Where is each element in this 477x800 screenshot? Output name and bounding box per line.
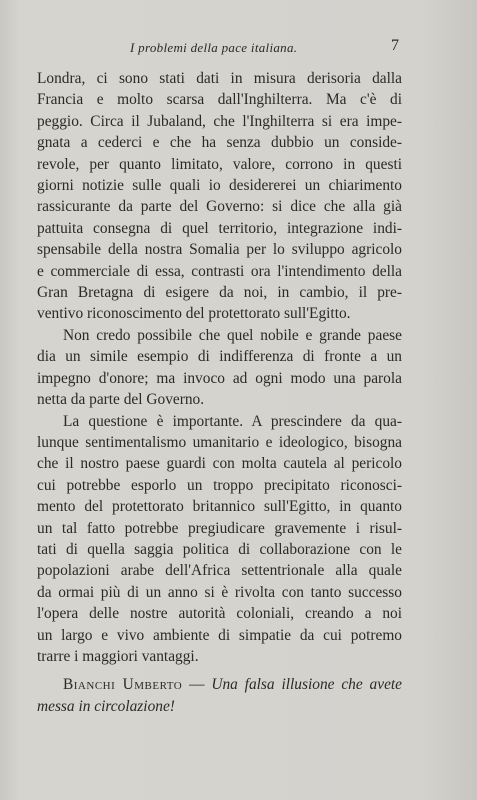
text-line: e commerciale di essa, contrasti ora l'intendimento della [37,262,402,280]
speaker-name: Bianchi Umberto [63,676,183,694]
text-line: trarre i maggiori vantaggi. [37,647,199,665]
text-line: un largo e vivo ambiente di simpatie da cui potremo [37,626,402,644]
text-line: Non credo possibile che quel nobile e grande paese [63,326,402,344]
page-header [40,37,399,62]
text-line: mento del protettorato britannico sull'Egitto, in quanto [37,498,402,516]
text-line: che il nostro paese guardi con molta cautela al pericolo [37,455,402,473]
running-title: I problemi della pace italiana. [130,40,298,55]
text-line: dia un simile esempio di indifferenza di fronte a un [37,348,402,366]
text-line: lunque sentimentalismo umanitario e ideologico, bisogna [37,433,402,451]
text-line: un tal fatto potrebbe pregiudicare gravemente i risul- [37,519,402,537]
text-line: spensabile della nostra Somalia per lo sviluppo agricolo [37,241,402,259]
text-line: revole, per quanto limitato, valore, corrono in questi [37,155,402,173]
text-line: La questione è importante. A prescindere da qua- [63,412,402,430]
interjection-line [37,674,402,695]
page-number: 7 [391,37,399,54]
text-line: giorni notizie sulle quali io desidererei un chiarimento [37,177,402,195]
text-line: Londra, ci sono stati dati in misura derisoria dalla [37,70,402,87]
text-line: gnata a cederci e che ha senza dubbio un conside- [37,134,402,152]
text-line: netta da parte del Governo. [37,391,205,409]
dash: — [182,676,212,694]
text-line: tati di quella saggia politica di collaborazione con le [37,540,402,558]
paragraph [37,411,402,668]
text-line: ventivo riconoscimento del protettorato sull'Egitto. [37,305,351,323]
paragraph [37,325,402,411]
body-text [37,68,402,717]
text-line: impegno d'onore; ma invoco ad ogni modo una parola [37,369,402,387]
interjection-text: Una falsa illusione che avete [211,676,403,694]
interjection [37,674,402,717]
paragraph [37,68,402,325]
text-line: cui potrebbe esporlo un troppo precipitato riconosci- [37,476,402,494]
text-line: pattuita consegna di quel territorio, integrazione indi- [37,219,402,237]
text-line: da ormai più di un anno si è rivolta con tanto successo [37,583,402,601]
interjection-line: messa in circolazione! [37,697,175,715]
text-line: rassicurante da parte del Governo: si dice che alla già [37,198,402,216]
text-line: Gran Bretagna di esigere da noi, in cambio, il pre- [37,284,402,302]
text-line: Francia e molto scarsa dall'Inghilterra. Ma c'è di [37,91,402,109]
text-line: l'opera delle nostre autorità coloniali, creando a noi [37,605,402,623]
text-line: peggio. Circa il Jubaland, che l'Inghilterra si era impe- [37,112,402,130]
text-line: popolazioni arabe dell'Africa settentrionale alla quale [37,562,402,580]
